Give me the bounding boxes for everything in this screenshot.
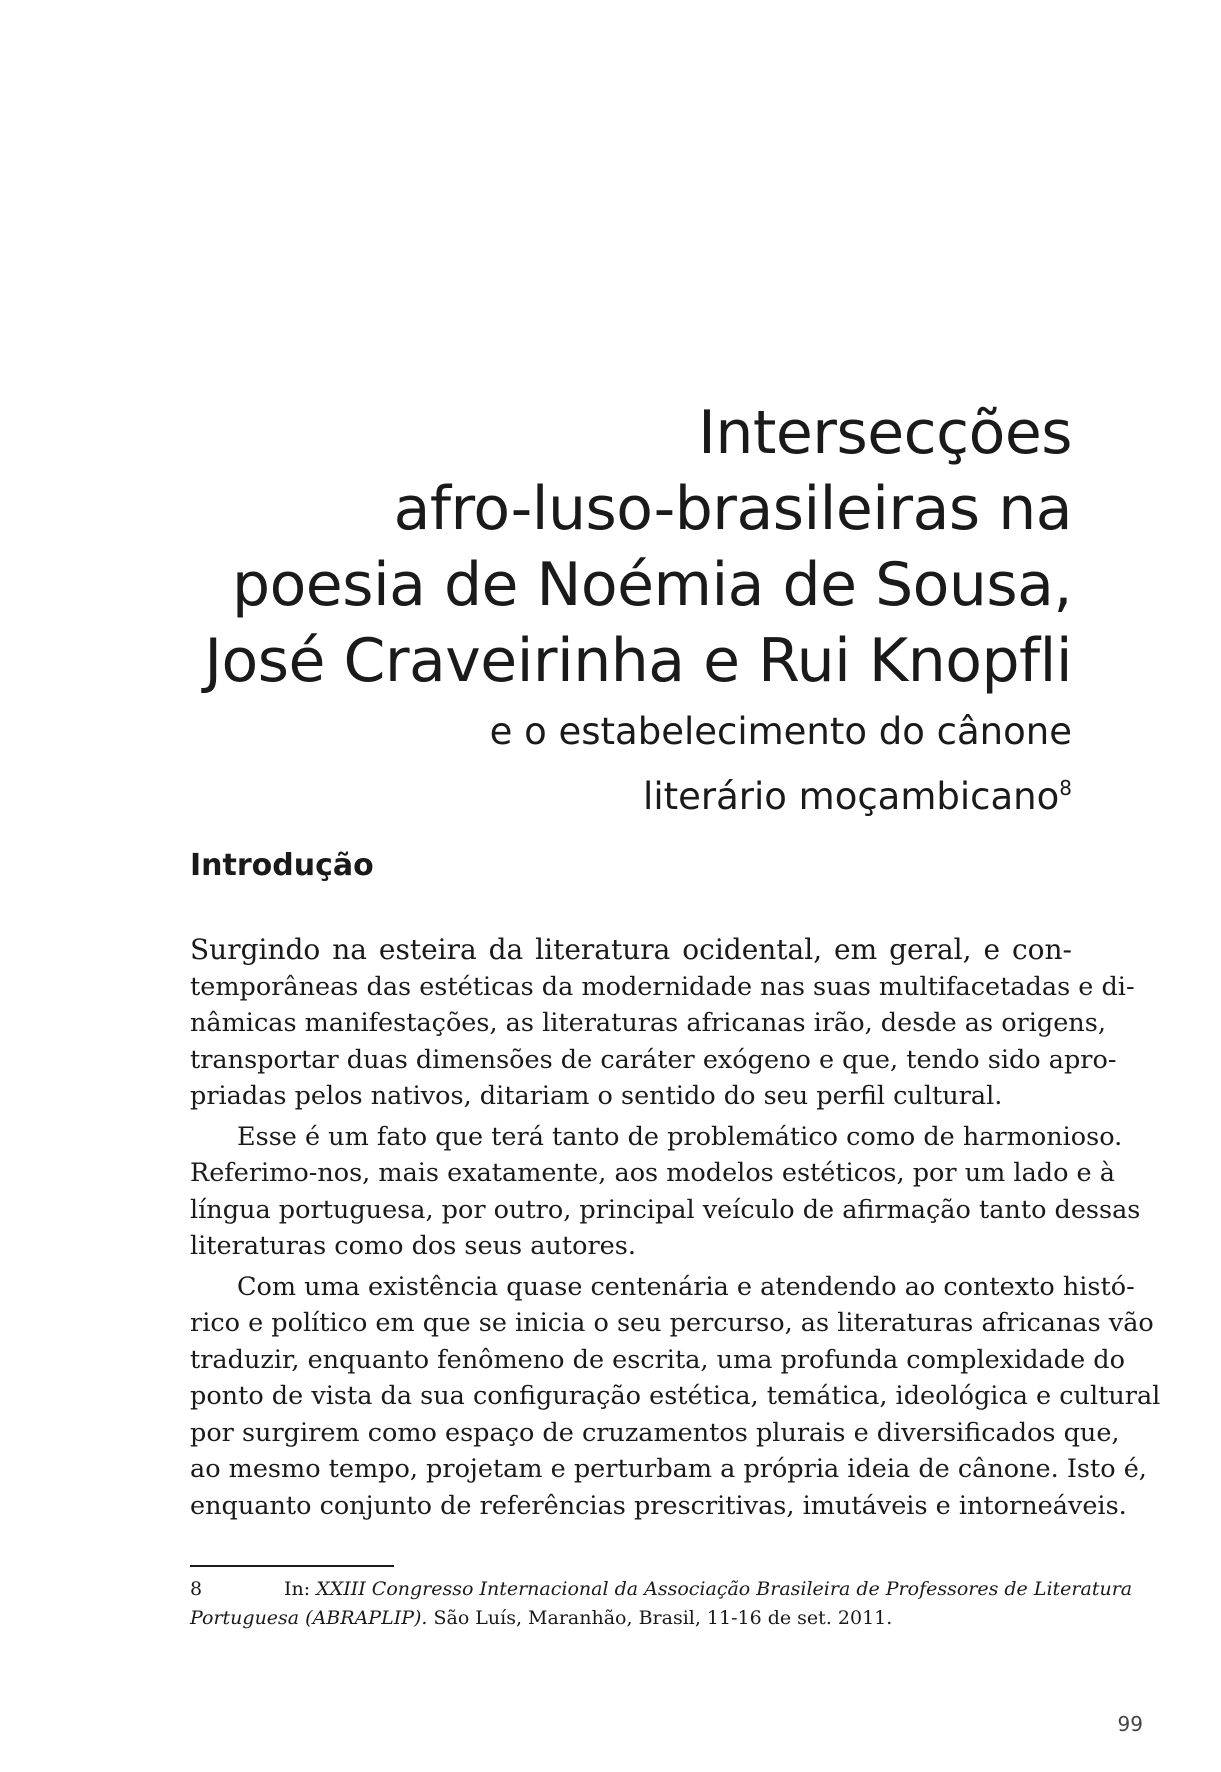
text-line: Surgindo na esteira da literatura ocidental, em geral, e con- xyxy=(190,933,1072,966)
text-line: temporâneas das estéticas da modernidade nas suas multifacetadas e di- xyxy=(190,971,1135,1002)
text-line: literaturas como dos seus autores. xyxy=(190,1231,636,1261)
footnote-line xyxy=(190,1604,1072,1633)
text-line: traduzir, enquanto fenômeno de escrita, uma profunda complexidade do xyxy=(190,1344,1125,1375)
text-line: transportar duas dimensões de caráter exógeno e que, tendo sido apro- xyxy=(190,1044,1117,1075)
section-heading: Introdução xyxy=(190,848,374,883)
text-line: Referimo-nos, mais exatamente, aos modelos estéticos, por um lado e à xyxy=(190,1158,1115,1188)
chapter-title xyxy=(150,395,1072,829)
body-text xyxy=(190,932,1161,1524)
text-line: enquanto conjunto de referências prescritivas, imutáveis e intorneáveis. xyxy=(190,1490,1127,1521)
title-line: Intersecções xyxy=(698,398,1072,468)
subtitle-line-text: literário moçambicano xyxy=(643,775,1060,818)
subtitle-line: e o estabelecimento do cânone xyxy=(489,710,1072,753)
footnote-italic-text: XXIII Congresso Internacional da Associação Brasileira de Professores de Literatura xyxy=(316,1578,1133,1600)
footnote-tail: São Luís, Maranhão, Brasil, 11-16 de set. 2011. xyxy=(427,1607,893,1629)
text-line: priadas pelos nativos, ditariam o sentido do seu perfil cultural. xyxy=(190,1081,1003,1111)
text-line: Esse é um fato que terá tanto de problemático como de harmonioso. xyxy=(237,1121,1123,1152)
title-line: José Craveirinha e Rui Knopfli xyxy=(204,626,1072,696)
text-line: Com uma existência quase centenária e atendendo ao contexto histó- xyxy=(237,1271,1135,1302)
text-line: língua portuguesa, por outro, principal veículo de afirmação tanto dessas xyxy=(190,1194,1141,1225)
footnote-divider xyxy=(190,1565,394,1567)
footnote-number: 8 xyxy=(190,1578,203,1600)
text-line: rico e político em que se inicia o seu percurso, as literaturas africanas vão xyxy=(190,1308,1154,1338)
paragraph xyxy=(190,932,1135,1115)
footnote xyxy=(190,1575,1133,1633)
footnote-line xyxy=(190,1575,1133,1604)
footnote-prefix: In: xyxy=(284,1578,317,1600)
text-line: ao mesmo tempo, projetam e perturbam a própria ideia de cânone. Isto é, xyxy=(190,1454,1147,1484)
footnote-italic-text: Portuguesa (ABRAPLIP). xyxy=(190,1607,428,1629)
title-line: afro-luso-brasileiras na xyxy=(393,474,1072,544)
subtitle-line-with-marker xyxy=(150,764,1072,829)
text-line: ponto de vista da sua configuração estética, temática, ideológica e cultural xyxy=(190,1381,1161,1411)
page-number: 99 xyxy=(1117,1712,1143,1736)
text-line: nâmicas manifestações, as literaturas africanas irão, desde as origens, xyxy=(190,1008,1106,1038)
paragraph xyxy=(190,1269,1161,1525)
title-line: poesia de Noémia de Sousa, xyxy=(231,550,1072,620)
text-line: por surgirem como espaço de cruzamentos plurais e diversificados que, xyxy=(190,1417,1120,1448)
paragraph xyxy=(190,1119,1141,1265)
footnote-marker[interactable]: 8 xyxy=(1059,776,1072,800)
